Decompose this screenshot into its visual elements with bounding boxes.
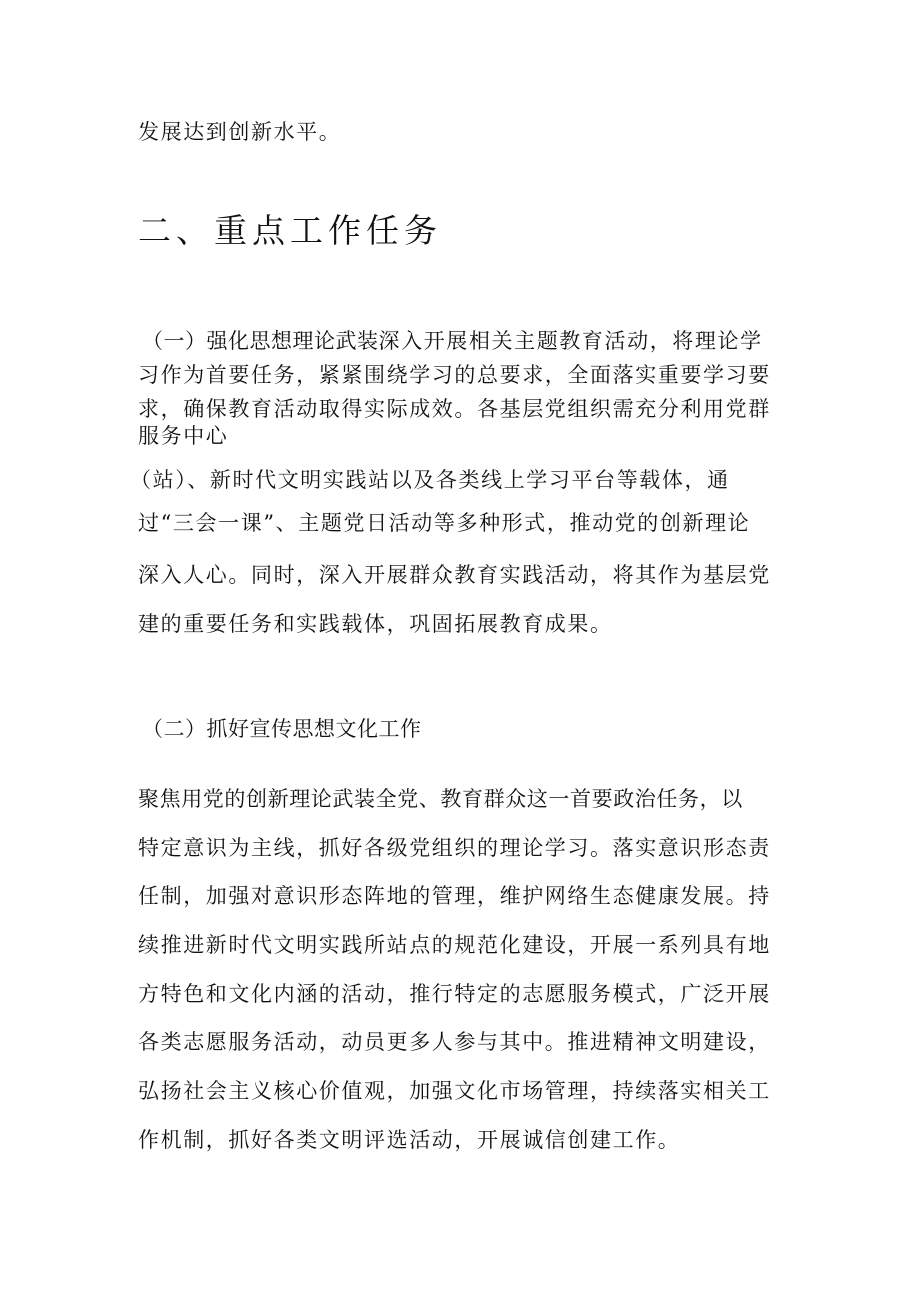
- sub2-line-2: 任制，加强对意识形态阵地的管理，维护网络生态健康发展。持: [138, 884, 771, 908]
- sub2-line-4: 方特色和文化内涵的活动，推行特定的志愿服务模式，广泛开展: [138, 982, 771, 1006]
- sub1-line-6: 深入人心。同时，深入开展群众教育实践活动，将其作为基层党: [138, 563, 771, 587]
- sub2-line-7: 作机制，抓好各类文明评选活动，开展诚信创建工作。: [138, 1128, 681, 1152]
- sub1-first-line: [142, 331, 763, 352]
- section-heading: 二、重点工作任务: [138, 211, 442, 250]
- sub1-line-0: 深入开展相关主题教育活动，将理论学: [378, 329, 763, 353]
- sub1-label: （一）强化思想理论武装: [142, 329, 379, 353]
- sub1-line-1: 习作为首要任务，紧紧围绕学习的总要求，全面落实重要学习要: [138, 363, 771, 387]
- sub1-line-5: 过“三会一课”、主题党日活动等多种形式，推动党的创新理论: [138, 511, 751, 535]
- sub2-line-1: 特定意识为主线，抓好各级党组织的理论学习。落实意识形态责: [138, 836, 771, 860]
- sub1-line-3: 服务中心: [138, 424, 229, 448]
- sub1-line-4: （站）、新时代文明实践站以及各类线上学习平台等载体，通: [130, 468, 730, 492]
- sub2-line-5: 各类志愿服务活动，动员更多人参与其中。推进精神文明建设，: [138, 1030, 771, 1054]
- sub2-line-6: 弘扬社会主义核心价值观，加强文化市场管理，持续落实相关工: [138, 1079, 771, 1103]
- sub1-line-2: 求，确保教育活动取得实际成效。各基层党组织需充分利用党群: [138, 397, 771, 421]
- sub1-line-7: 建的重要任务和实践载体，巩固拓展教育成果。: [138, 612, 613, 636]
- sub2-line-0: 聚焦用党的创新理论武装全党、教育群众这一首要政治任务，以: [138, 787, 743, 811]
- sub2-line-3: 续推进新时代文明实践所站点的规范化建设，开展一系列具有地: [138, 933, 771, 957]
- intro-line: 发展达到创新水平。: [138, 120, 342, 144]
- sub2-label: （二）抓好宣传思想文化工作: [142, 717, 422, 741]
